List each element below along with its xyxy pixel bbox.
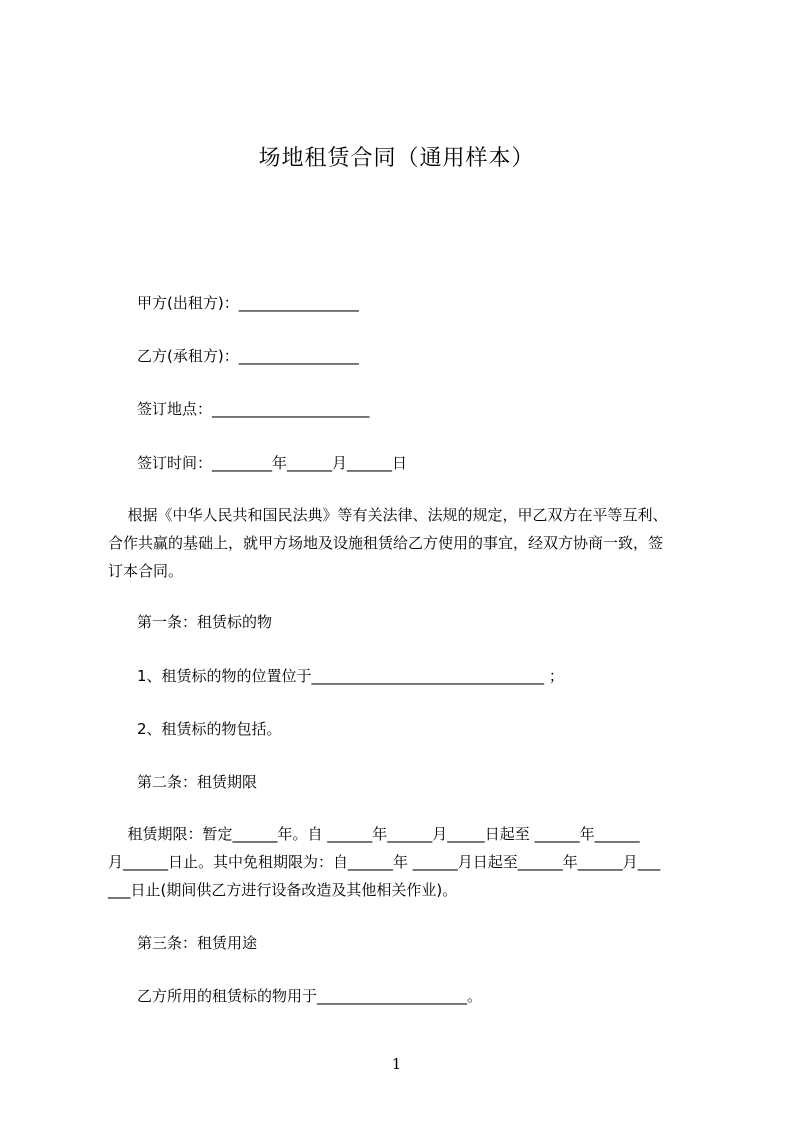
article-3-body: 乙方所用的租赁标的物用于____________________。 xyxy=(137,987,483,1005)
party-b-line: 乙方(承租方)：________________ xyxy=(137,347,359,365)
article-1-item-1: 1、租赁标的物的位置位于_______________________________ ； xyxy=(137,667,564,685)
term-line-1: 租赁期限：暂定______年。自 ______年______月_____日起至 ______年______ xyxy=(118,825,640,843)
article-1-heading: 第一条：租赁标的物 xyxy=(137,613,273,631)
preamble-line-3: 订本合同。 xyxy=(108,562,184,580)
term-line-2: 月______日止。其中免租期限为：自______年 ______月日起至______年______月___ xyxy=(108,853,661,871)
sign-time-line: 签订时间：________年______月______日 xyxy=(137,454,408,472)
preamble-line-2: 合作共赢的基础上，就甲方场地及设施租赁给乙方使用的事宜，经双方协商一致，签 xyxy=(108,534,664,552)
document-title: 场地租赁合同（通用样本） xyxy=(258,146,535,171)
article-3-heading: 第三条：租赁用途 xyxy=(137,934,258,952)
sign-place-line: 签订地点：_____________________ xyxy=(137,400,370,418)
preamble-line-1: 根据《中华人民共和国民法典》等有关法律、法规的规定，甲乙双方在平等互利、 xyxy=(118,506,668,524)
page-number: 1 xyxy=(391,1055,402,1073)
article-2-heading: 第二条：租赁期限 xyxy=(137,773,258,791)
party-a-line: 甲方(出租方)：________________ xyxy=(137,294,359,312)
preamble-paragraph xyxy=(108,501,708,585)
term-line-3: ___日止(期间供乙方进行设备改造及其他相关作业)。 xyxy=(108,881,458,899)
article-1-item-2: 2、租赁标的物包括。 xyxy=(137,720,282,738)
term-paragraph xyxy=(108,820,708,904)
